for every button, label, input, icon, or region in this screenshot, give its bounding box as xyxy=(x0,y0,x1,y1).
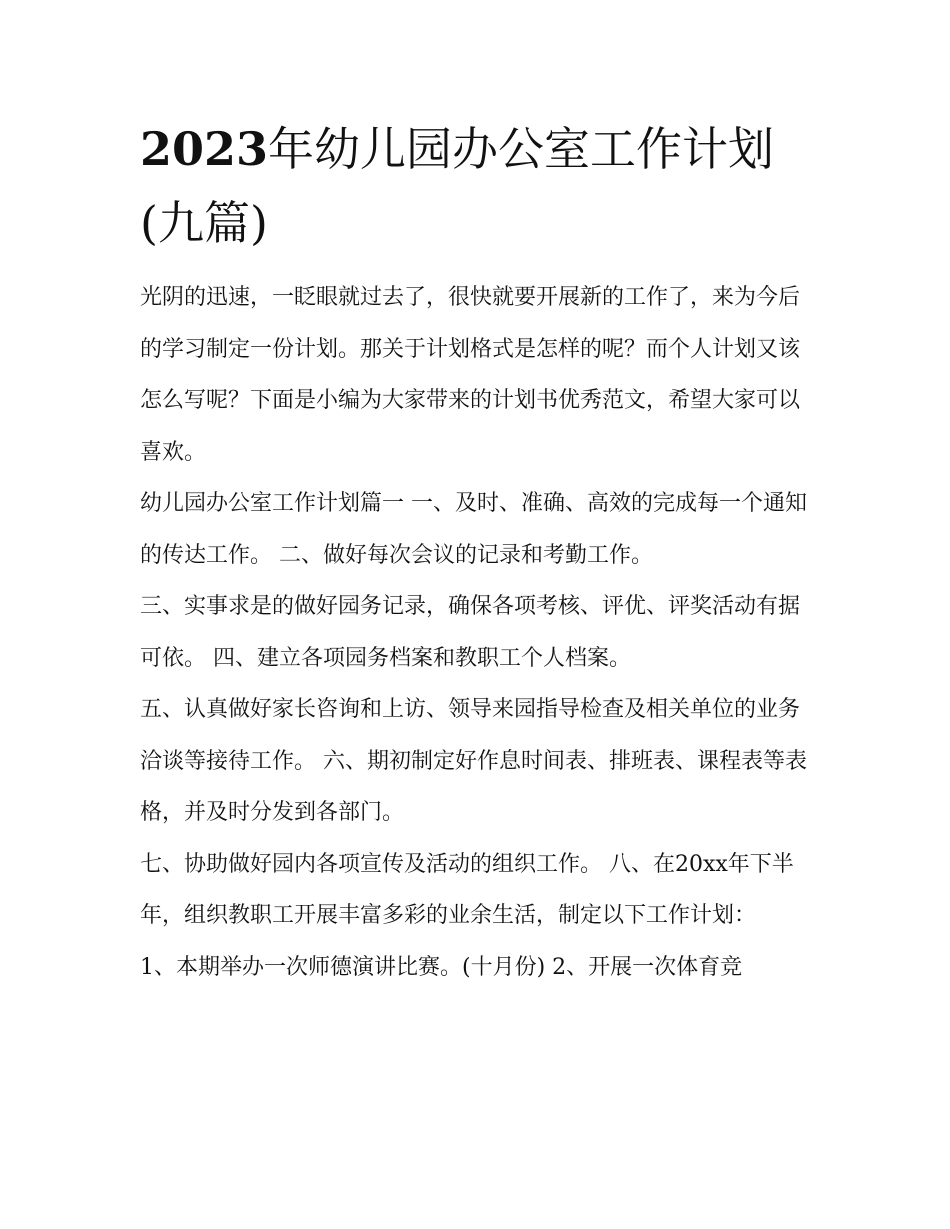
title-year: 2023 xyxy=(140,122,269,176)
paragraph-intro: 光阴的迅速，一眨眼就过去了，很快就要开展新的工作了，来为今后的学习制定一份计划。那关于计划格式是怎样的呢？而个人计划又该怎么写呢？下面是小编为大家带来的计划书优秀范文，希望大家可以喜欢。 xyxy=(140,285,801,465)
paragraph-3: 五、认真做好家长咨询和上访、领导来园指导检查及相关单位的业务洽谈等接待工作。 六、期初制定好作息时间表、排班表、课程表等表格，并及时分发到各部门。 xyxy=(140,697,807,825)
document-page xyxy=(140,112,820,993)
paragraph-2: 三、实事求是的做好园务记录，确保各项考核、评优、评奖活动有据可依。 四、建立各项园务档案和教职工个人档案。 xyxy=(140,594,801,671)
paragraph-1: 幼儿园办公室工作计划篇一 一、及时、准确、高效的完成每一个通知的传达工作。 二、做好每次会议的记录和考勤工作。 xyxy=(140,491,807,568)
document-title xyxy=(140,112,820,260)
paragraph-5: 1、本期举办一次师德演讲比赛。(十月份) 2、开展一次体育竞 xyxy=(140,954,743,980)
title-text: 年幼儿园办公室工作计划(九篇) xyxy=(140,122,775,250)
paragraph-4: 七、协助做好园内各项宣传及活动的组织工作。 八、在20xx年下半年，组织教职工开展丰富多彩的业余生活，制定以下工作计划： xyxy=(140,851,794,928)
